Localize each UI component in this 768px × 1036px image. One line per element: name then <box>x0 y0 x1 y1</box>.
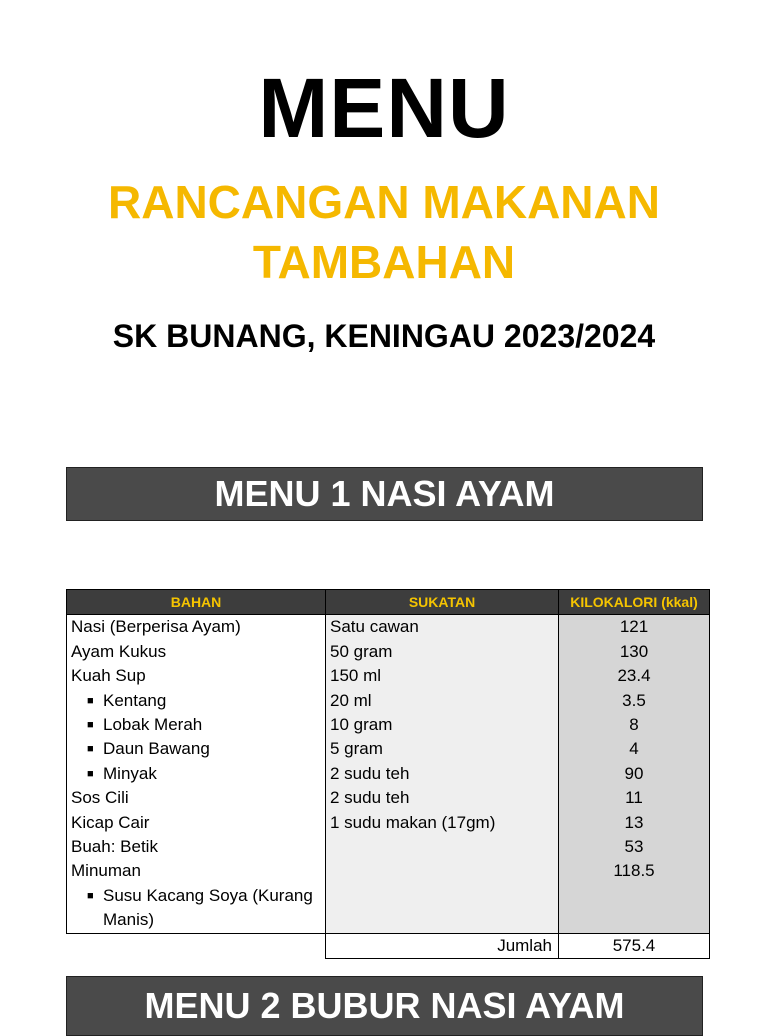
bahan-item: Kuah Sup <box>71 666 146 686</box>
subtitle-line-2: TAMBAHAN <box>252 236 516 288</box>
bahan-subitem <box>67 884 325 933</box>
kkal-value: 118.5 <box>613 861 655 881</box>
menu-1-banner: MENU 1 NASI AYAM <box>66 467 703 521</box>
bahan-item: Nasi (Berperisa Ayam) <box>71 617 241 637</box>
sukatan-item: 2 sudu teh <box>330 763 410 783</box>
table-header-row <box>67 590 710 615</box>
sukatan-item: 20 ml <box>330 690 372 710</box>
square-bullet-icon: ■ <box>87 694 94 707</box>
bahan-subitem-label: Susu Kacang Soya (Kurang Manis) <box>103 885 313 930</box>
menu-1-table <box>66 589 710 959</box>
kkal-value: 4 <box>629 739 639 759</box>
square-bullet-icon: ■ <box>87 767 94 780</box>
column-header-bahan: BAHAN <box>67 590 326 615</box>
bahan-item: Buah: Betik <box>71 836 158 856</box>
sukatan-item: 1 sudu makan (17gm) <box>330 812 496 832</box>
table-body-row <box>67 615 710 933</box>
sukatan-item: 50 gram <box>330 641 393 661</box>
subtitle <box>0 172 768 292</box>
sukatan-item: 2 sudu teh <box>330 788 410 808</box>
square-bullet-icon: ■ <box>87 889 94 902</box>
bahan-column <box>67 615 326 933</box>
kkal-value: 23.4 <box>617 666 651 686</box>
bahan-item: Minuman <box>71 861 141 881</box>
column-header-sukatan: SUKATAN <box>326 590 559 615</box>
bahan-item: Sos Cili <box>71 788 129 808</box>
kkal-value: 53 <box>624 836 644 856</box>
kkal-value: 121 <box>619 617 649 637</box>
page-title: MENU <box>258 61 510 155</box>
column-header-kilokalori: KILOKALORI (kkal) <box>559 590 710 615</box>
kkal-value: 90 <box>624 763 644 783</box>
bahan-subitem <box>67 713 325 737</box>
bahan-subitem-label: Daun Bawang <box>103 739 210 759</box>
sukatan-item: Satu cawan <box>330 617 419 637</box>
square-bullet-icon: ■ <box>87 718 94 731</box>
subtitle-line-1: RANCANGAN MAKANAN <box>108 176 660 228</box>
bahan-subitem-label: Minyak <box>103 763 157 783</box>
bahan-subitem-label: Kentang <box>103 690 167 710</box>
kkal-value: 130 <box>619 641 649 661</box>
bahan-subitem-label: Lobak Merah <box>103 714 203 734</box>
kkal-value: 8 <box>629 714 639 734</box>
sukatan-item: 10 gram <box>330 714 393 734</box>
square-bullet-icon: ■ <box>87 743 94 756</box>
total-label: Jumlah <box>326 933 559 958</box>
kkal-value: 3.5 <box>622 690 646 710</box>
bahan-item: Ayam Kukus <box>71 641 167 661</box>
menu-2-banner: MENU 2 BUBUR NASI AYAM <box>66 976 703 1036</box>
bahan-subitem <box>67 762 325 786</box>
bahan-subitem <box>67 689 325 713</box>
kilokalori-column <box>559 615 710 933</box>
kkal-value: 11 <box>625 788 643 808</box>
school-heading: SK BUNANG, KENINGAU 2023/2024 <box>112 318 656 354</box>
bahan-item: Kicap Cair <box>71 812 150 832</box>
kkal-value: 13 <box>624 812 644 832</box>
sukatan-column <box>326 615 559 933</box>
total-value: 575.4 <box>559 933 710 958</box>
sukatan-item: 150 ml <box>330 666 382 686</box>
sukatan-item: 5 gram <box>330 739 383 759</box>
total-row <box>67 933 710 958</box>
bahan-subitem <box>67 737 325 761</box>
